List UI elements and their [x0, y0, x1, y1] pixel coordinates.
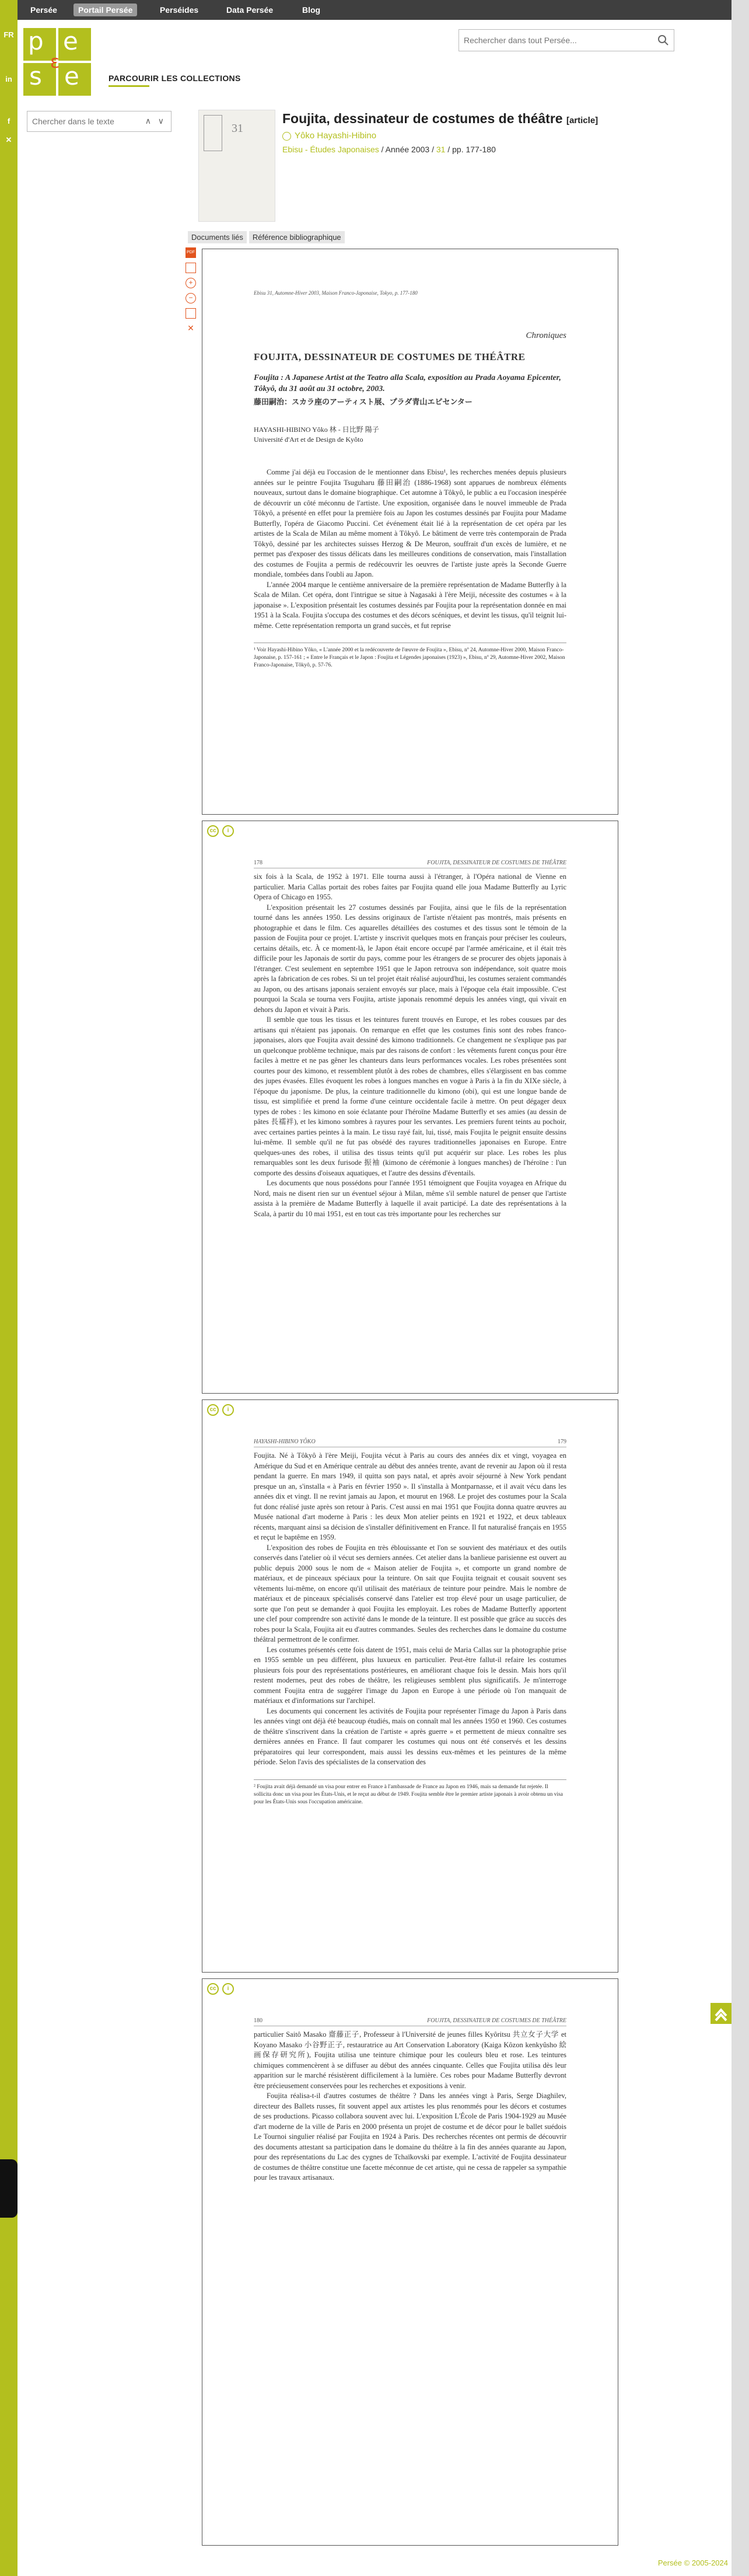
page-1-subtitle: Foujita : A Japanese Artist at the Teatro alla Scala, exposition au Prada Aoyama Epicenter, Tôkyô, du 31 août au 31 octobre, 2003. [254, 374, 561, 393]
page-1-footnote: ¹ Voir Hayashi-Hibino Yôko, « L'année 2000 et la redécouverte de l'œuvre de Foujita », Ebisu, nº 24, Automne-Hiver 2000, Maison Franco-Japonaise, p. 157-161 ; « Entre le Français et le Japon : Foujita et Légendes japonaises (1923) », Ebisu, nº 29, Automne-Hiver 2002, Maison Franco-Japonaise, Tôkyô, p. 57-76. [254, 643, 566, 669]
side-handle[interactable] [0, 2159, 18, 2218]
article-title-text: Foujita, dessinateur de costumes de théâtre [282, 111, 563, 126]
language-switch[interactable]: FR [4, 30, 14, 39]
page-4-content [254, 2017, 566, 2183]
by-icon: i [222, 825, 234, 837]
page-1-author: HAYASHI-HIBINO Yôko 林 - 日比野 陽子 [254, 425, 379, 434]
page-number: 180 [254, 2017, 262, 2024]
page-4-running-head [254, 2017, 566, 2026]
author-name[interactable]: Yôko Hayashi-Hibino [295, 131, 377, 141]
pages-text: pp. 177-180 [452, 145, 496, 154]
text-search-input[interactable] [27, 111, 136, 131]
document-tabs [188, 231, 347, 243]
facebook-icon[interactable]: f [7, 117, 10, 125]
paragraph: L'année 2004 marque le centième anniversaire de la première représentation de Madame Butterfly à la Scala de Milan. Cet opéra, dont l'intrigue se situe à Nagasaki à l'ère Meiji, nécessite des costumes « à la japonaise ». L'exposition présentait les costumes dessinés par Foujita pour la représentation donnée en mai 1951 à la Scala. Foujita s'occupa des costumes et des décors scéniques, et devint les tissus, qu'il teignit lui-même. Cette représentation remporta un grand succès, et fut reprise [254, 580, 566, 630]
license-icons[interactable] [207, 825, 237, 837]
cover-issue-number: 31 [232, 122, 243, 135]
cover-logo [204, 115, 222, 151]
page-3-footnote: ² Foujita avait déjà demandé un visa pour entrer en France à l'ambassade de France au Japon en 1946, mais sa demande fut rejetée. Il sollicita donc un visa pour les États-Unis, et le reçut au début de 1949. Foujita semble être le premier artiste japonais à avoir obtenu un visa pour les États-Unis sous l'occupation américaine. [254, 1779, 566, 1806]
article-title [282, 111, 598, 127]
page-1-header: Ebisu 31, Automne-Hiver 2003, Maison Franco-Japonaise, Tokyo, p. 177-180 [254, 290, 418, 296]
pdf-icon[interactable]: PDF [186, 247, 196, 258]
page-1-subtitle-jp: 藤田嗣治：スカラ座のアーティスト展、プラダ青山エピセンター [254, 397, 473, 406]
page-1-rubric: Chroniques [526, 331, 566, 340]
paragraph: L'exposition des robes de Foujita en très éblouissante et l'on se souvient des matériaux et des outils conservés dans l'atelier où il vécut ses derniers années. Cet atelier dans la banlieue parisienne est ouvert au public depuis 2000 sous le nom de « Maison atelier de Foujita », et comporte un grand nombre de matériaux, et de pinceaux spéciaux pour la teinture. On sait que Foujita teignait et cousait souvent ses vêtements lui-même, on encore qu'il utilisait des matériaux de teinture pour peindre. Mais le nombre de matériaux et de pinceaux spécialisés conservé dans l'atelier est trop élevé pour un usage particulier, de sorte que l'on peut se demander à quoi Foujita les employait. Les robes de Madame Butterfly apportent une clef pour comprendre son activité dans le monde de la teinture. Il est possible que grâce au succès des robes pour la Scala, Foujita ait eu d'autres commandes. Seules des recherches dans le domaine du costume théâtral permettront de le confirmer. [254, 1543, 566, 1643]
document-page-2 [202, 821, 618, 1394]
page-1-affiliation: Université d'Art et de Design de Kyôto [254, 435, 363, 444]
chevron-down-icon[interactable]: ∨ [158, 116, 164, 125]
zoom-in-icon[interactable]: + [186, 278, 196, 288]
chevron-up-icon [710, 2003, 732, 2024]
page-1-title: FOUJITA, DESSINATEUR DE COSTUMES DE THÉÂTRE [254, 351, 526, 362]
paragraph: Il semble que tous les tissus et les teintures furent trouvés en Europe, et les robes cousues par des artisans qui n'étaient pas japonais. On remarque en effet que les costumes finis sont des robes franco-japonaises, alors que Foujita avait dessiné des kimono traditionnels. Ce changement ne s'explique pas par un quelconque problème technique, mais par des raisons de confort : les vêtements furent conçus pour être faciles à mettre et ne pas gêner les chanteurs dans leurs performances vocales. Les robes présentées sont courtes pour des kimono, et ressemblent plutôt à des robes de chambres, elles s'élargissent en bas comme des jupes évasées. Elles évoquent les robes à longues manches en vogue à Paris à la fin du XIXe siècle, à l'époque du japonisme. De plus, la ceinture traditionnelle du kimono (obi), qui est une longue bande de tissu, est simplifiée et prend la forme d'une ceinture occidentale facile à mettre. On peut dégager deux types de robes : les kimono en soie éclatante pour l'héroïne Madame Butterfly et ses amies (au dessin de pâtes 長襦袢), et les kimono sombres à rayures pour les servantes. Les premiers furent teints au pochoir, avec certaines parties peintes à la main. Le tissu rayé fait, lui, tissé, mais Foujita le peignit ensuite dessins lui-même. Il semble qu'il ne fut pas obsédé des rayures traditionnelles japonaises en Europe. Entre quelques-unes des robes, il utilisa des tissus teints qu'il put acquérir sur place. Les robes les plus remarquables sont les deux furisode 振袖 (kimono de cérémonie à longues manches) de l'héroïne : l'un comporte des dessins d'oiseaux aquatiques, et l'autre des dessins d'éventails. [254, 1015, 566, 1177]
user-icon [282, 132, 291, 141]
page-4-body [254, 2030, 566, 2183]
running-title: FOUJITA, DESSINATEUR DE COSTUMES DE THÉÂTRE [427, 2017, 566, 2024]
paragraph: Les documents qui concernent les activités de Foujita pour représenter l'image du Japon à Paris dans les années vingt ont déjà été beaucoup étudiés, mais on connaît mal les années 1950 et 1960. Ces costumes de théâtre s'inscrivent dans la création de l'artiste « après guerre » et permettent de mieux connaître ses dernières années en France. Il faut comparer les costumes qui nous ont été conservés et les dessins préparatoires qui leur correspondent, mais aussi les dessins eux-mêmes et les peintures de la même période. Selon l'avis des spécialistes de la conservation des [254, 1706, 566, 1766]
paragraph: L'exposition présentait les 27 costumes dessinés par Foujita, ainsi que le fils de la représentation tourné dans les années 1950. Les dessins originaux de l'artiste n'étaient pas montrés, mais présents en photographie et dans le film. Ces aquarelles détaillées des costumes et des tissus sont le témoin de la passion de Foujita pour ce projet. L'artiste y inscrivit quelques mots en français pour préciser les couleurs, certains détails, etc. À ce moment-là, le Japon était encore occupé par l'armée américaine, et il était très difficile pour les Japonais de sortir du pays, comme pour les étrangers de se procurer des objets japonais à l'étranger. C'est seulement en septembre 1951 que le Japon retrouva son indépendance, soit quatre mois après la fabrication de ces robes. Si un tel projet était réalisé aujourd'hui, les costumes seraient commandés au Japon, ou des artisans japonais seraient envoyés sur place, mais à l'époque cela était impossible. C'est pourquoi la Scala se tourna vers Foujita, artiste japonais renommé depuis les années vingt, qui vivait en dehors du Japon et vivait à Paris. [254, 903, 566, 1014]
journal-link[interactable]: Ebisu - Études Japonaises [282, 145, 379, 154]
persee-logo[interactable]: p e s e ε [23, 28, 92, 97]
license-icons[interactable] [207, 1982, 237, 1995]
nav-perseides[interactable]: Perséides [160, 5, 199, 15]
search-input[interactable] [459, 30, 661, 51]
running-title: HAYASHI-HIBINO YÔKO [254, 1439, 316, 1445]
scroll-to-top-button[interactable] [710, 2003, 732, 2024]
journal-cover-thumbnail[interactable] [198, 110, 275, 222]
page-2-running-head [254, 860, 566, 868]
cc-icon: cc [207, 825, 219, 837]
page-1-body [254, 467, 566, 631]
global-search [459, 29, 674, 51]
chevron-up-icon[interactable]: ∧ [145, 116, 151, 125]
paragraph: Foujita. Né à Tôkyô à l'ère Meiji, Foujita vécut à Paris au cours des années dix et vingt, voyagea en Amérique du Sud et en Amérique centrale au début des années trente, avant de revenir au Japon où il resta pendant la guerre. En mars 1949, il quitta son pays natal, et après avoir séjourné à New York pendant presque un an, s'installa « à Paris en février 1950 ». Il s'installa à Montparnasse, et il avait vécu dans les années dix et vingt. Il ne revint jamais au Japon, et mourut en 1968. Le projet des costumes pour la Scala fut donc réalisé juste après son retour à Paris. C'est aussi en mai 1951 que Foujita donna quatre œuvres au Musée national d'art moderne à Paris : les deux Mon atelier peints en 1921 et 1922, et deux tableaux récents, marquant ainsi sa décision de s'installer définitivement en France. Il fut naturalisé français en 1955 et reçut le baptême en 1959. [254, 1451, 566, 1541]
nav-persee[interactable]: Persée [30, 5, 57, 15]
browse-collections-link[interactable]: PARCOURIR LES COLLECTIONS [108, 74, 241, 83]
page-1-content [254, 290, 566, 669]
search-icon[interactable] [657, 34, 669, 46]
bookmark-icon[interactable] [186, 263, 196, 273]
year-text: Année 2003 [385, 145, 430, 154]
page-number: 178 [254, 860, 262, 866]
fullscreen-icon[interactable] [186, 308, 196, 319]
footer-copyright: Persée © 2005-2024 [657, 2558, 728, 2567]
tab-reference-bibliographique[interactable]: Référence bibliographique [249, 231, 345, 243]
zoom-out-icon[interactable]: − [186, 293, 196, 303]
x-icon[interactable]: ✕ [5, 135, 12, 144]
cc-icon: cc [207, 1404, 219, 1416]
page-3-content [254, 1439, 566, 1806]
paragraph: Comme j'ai déjà eu l'occasion de le mentionner dans Ebisu¹, les recherches menées depuis plusieurs années sur le peintre Foujita Tsuguharu 藤田嗣治 (1886-1968) sont apparues de nombreux éléments nouveaux, surtout dans le domaine biographique. Cet automne à Tôkyô, le public a eu l'occasion inespérée de découvrir un côté méconnu de l'artiste. Une exposition, organisée dans le nouvel immeuble de Prada Tôkyô, a présenté en effet pour la première fois au Japon les costumes dessinés par Foujita pour Madame Butterfly, l'opéra de Giacomo Puccini. Cet événement était lié à la représentation de cet opéra par les artistes de la Scala de Milan au même moment à Tôkyô. Le bâtiment de verre très contemporain de Prada Tôkyô, dessiné par les architectes suisses Herzog & De Meuron, souffrait d'un excès de lumière, et ne permet pas d'exposer des tissus délicats dans les meilleures conditions de conservation, mais l'installation des costumes de Foujita a permis de redécouvrir les oeuvres de l'artiste juste après la Seconde Guerre mondiale, tombées dans l'oubli au Japon. [254, 468, 566, 578]
top-navigation [18, 0, 732, 20]
document-page-1 [202, 249, 618, 815]
cc-icon: cc [207, 1983, 219, 1995]
article-author[interactable] [282, 131, 376, 141]
nav-blog[interactable]: Blog [302, 5, 321, 15]
article-meta: Ebisu - Études Japonaises / Année 2003 / 31 / pp. 177-180 [282, 145, 496, 154]
paragraph: Les costumes présentés cette fois datent de 1951, mais celui de Maria Callas sur la photographie prise en 1955 semble un peu différent, plus luxueux en particulier. Peut-être fallut-il refaire les costumes plusieurs fois pour des représentations postérieures, en améliorant chaque fois le dessin. Mais hors qu'il restent modernes, peut des robes de théâtre, les religieuses semblent plus significatifs. Je m'interroge comment Foujita entra de suggérer l'image du Japon en Europe à une période où l'on manquait de matériaux et d'informations sur l'archipel. [254, 1645, 566, 1705]
document-page-4 [202, 1978, 618, 2546]
page-2-body [254, 872, 566, 1219]
paragraph: Les documents que nous possédons pour l'année 1951 témoignent que Foujita voyagea en Afrique du Nord, mais ne disent rien sur un éventuel séjour à Milan, même s'il semble naturel de penser que l'artiste assista à la première de Madame Butterfly à laquelle il avait participé. La date des représentations à la Scala, à partir du 10 mai 1951, est en tout cas très importante pour les recherches sur [254, 1179, 566, 1218]
page-2-content [254, 860, 566, 1219]
tab-documents-lies[interactable]: Documents liés [188, 231, 247, 243]
text-search-box [27, 111, 172, 132]
running-title: FOUJITA, DESSINATEUR DE COSTUMES DE THÉÂTRE [427, 860, 566, 866]
document-page-3 [202, 1399, 618, 1973]
article-type-tag: [article] [566, 116, 598, 125]
browse-underline [108, 85, 149, 87]
paragraph: Foujita réalisa-t-il d'autres costumes de théâtre ? Dans les années vingt à Paris, Serge Diaghilev, directeur des Ballets russes, fit souvent appel aux artistes les plus renommés pour les décors et costumes de ses productions. Picasso collabora souvent avec lui. L'exposition L'École de Paris 1904-1929 au Musée d'art moderne de la ville de Paris en 2000 présenta un projet de costume et de décor pour le ballet suédois Le Tournoi singulier réalisé par Foujita en 1924 à Paris. Des recherches récentes ont permis de découvrir des documents attestant sa participation dans le domaine du théâtre à la fin des années quarante au Japon, pour des représentations du Lac des cygnes de Tchaïkovski par exemple. L'activité de Foujita dessinateur de costumes de théâtre constitue une facette méconnue de cet artiste, qui ne cessa de rappeler sa sympathie pour les travaux artisanaux. [254, 2092, 566, 2181]
document-toolbar [186, 247, 198, 338]
nav-portail[interactable]: Portail Persée [74, 4, 137, 16]
issue-link[interactable]: 31 [436, 145, 446, 154]
by-icon: i [222, 1983, 234, 1995]
svg-text:ε: ε [50, 52, 60, 72]
linkedin-icon[interactable]: in [5, 75, 12, 83]
license-icons[interactable] [207, 1404, 237, 1416]
page-3-body [254, 1451, 566, 1768]
paragraph: particulier Saitô Masako 齋藤正子, Professeur à l'Université de jeunes filles Kyôritsu 共立女子大学 et Koyano Masako 小谷野正子, restauratrice au Art Conservation Laboratory (Kaiga Kôzon kenkyûsho 絵画保存研究所), Foujita utilisa une teinture chimique pour les couleurs bleu et rose. Les teintures chimiques commencèrent à se diffuser au début des années cinquante. Celles que Foujita utilisa dès leur apparition sur le marché résistèrent difficilement à la lumière. Ces robes pour Madame Butterfly devront être précieusement conservées pour les recherches et expositions à venir. [254, 2030, 566, 2090]
page-3-running-head [254, 1439, 566, 1447]
paragraph: six fois à la Scala, de 1952 à 1971. Elle tourna aussi à l'étranger, à l'Opéra national de Vienne en particulier. Maria Callas portait des robes faites par Foujita quand elle joua Madame Butterfly au Lyric Opera of Chicago en 1955. [254, 872, 566, 901]
by-icon: i [222, 1404, 234, 1416]
page-number: 179 [558, 1439, 566, 1445]
nav-data-persee[interactable]: Data Persée [226, 5, 274, 15]
right-scrollbar[interactable] [732, 0, 749, 2576]
expand-icon[interactable]: ✕ [187, 323, 194, 333]
